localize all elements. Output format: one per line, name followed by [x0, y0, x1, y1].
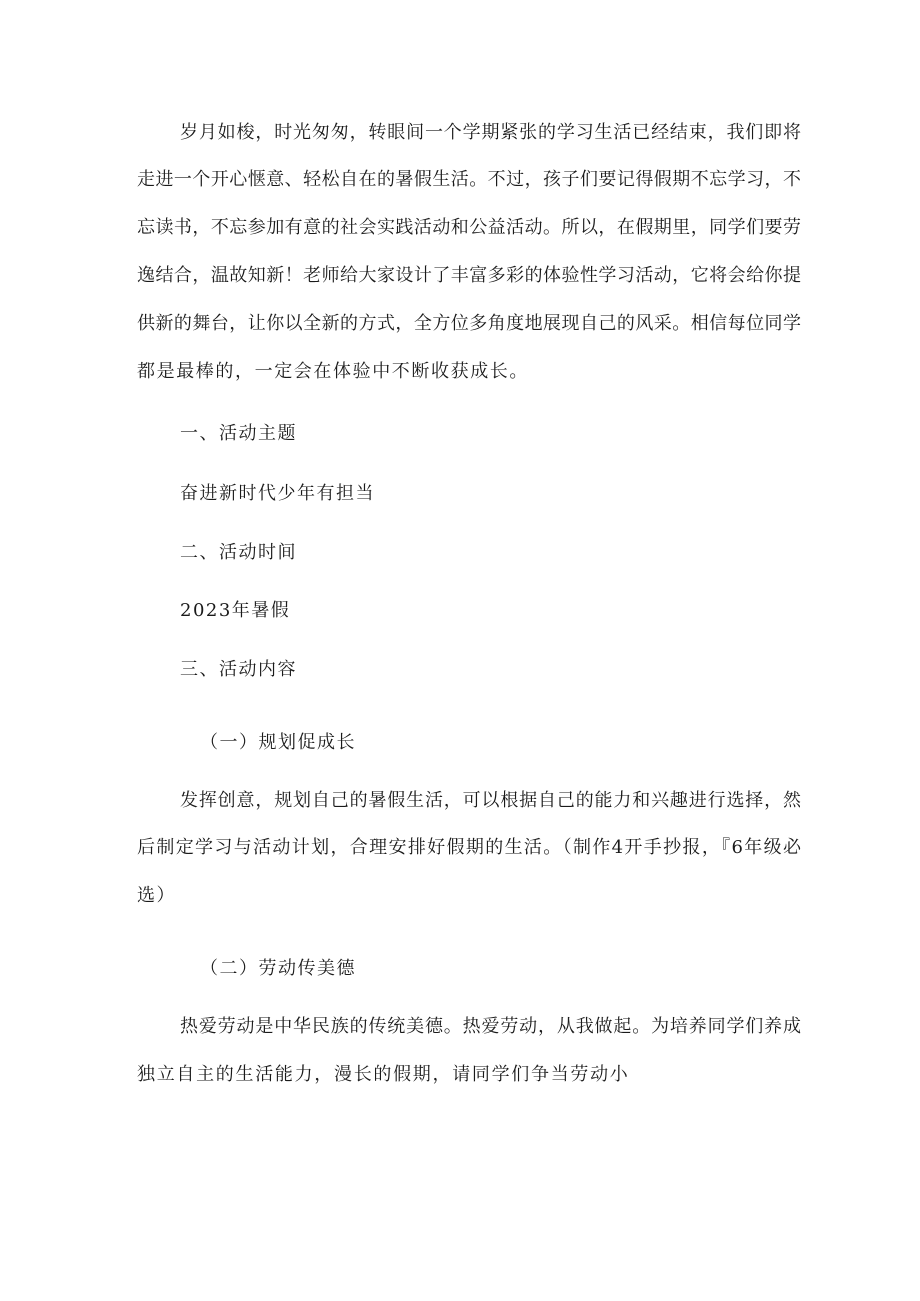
- planning-line: 选）: [137, 885, 176, 906]
- labor-line: 独立自主的生活能力，漫长的假期，请同学们争当劳动小: [137, 1064, 630, 1085]
- section-heading-time: 二、活动时间: [180, 542, 297, 563]
- intro-line: 走进一个开心惬意、轻松自在的暑假生活。不过，孩子们要记得假期不忘学习，不: [137, 169, 801, 190]
- intro-line: 岁月如梭，时光匆匆，转眼间一个学期紧张的学习生活已经结束，我们即将: [180, 122, 801, 143]
- section-content-theme: 奋进新时代少年有担当: [180, 483, 375, 504]
- labor-line: 热爱劳动是中华民族的传统美德。热爱劳动，从我做起。为培养同学们养成: [180, 1016, 801, 1037]
- intro-line: 忘读书，不忘参加有意的社会实践活动和公益活动。所以，在假期里，同学们要劳: [137, 217, 801, 238]
- section-content-time: 2023年暑假: [180, 600, 291, 621]
- intro-line: 都是最棒的，一定会在体验中不断收获成长。: [137, 361, 529, 382]
- section-heading-content: 三、活动内容: [180, 659, 297, 680]
- planning-line: 后制定学习与活动计划，合理安排好假期的生活。（制作4开手抄报，『6年级必: [137, 837, 801, 858]
- subsection-heading-labor: （二）劳动传美德: [200, 958, 356, 979]
- section-heading-theme: 一、活动主题: [180, 423, 297, 444]
- subsection-heading-planning: （一）规划促成长: [200, 732, 356, 753]
- intro-line: 逸结合，温故知新！老师给大家设计了丰富多彩的体验性学习活动，它将会给你提: [137, 265, 801, 286]
- intro-line: 供新的舞台，让你以全新的方式，全方位多角度地展现自己的风采。相信每位同学: [137, 313, 801, 334]
- planning-line: 发挥创意，规划自己的暑假生活，可以根据自己的能力和兴趣进行选择，然: [180, 790, 801, 811]
